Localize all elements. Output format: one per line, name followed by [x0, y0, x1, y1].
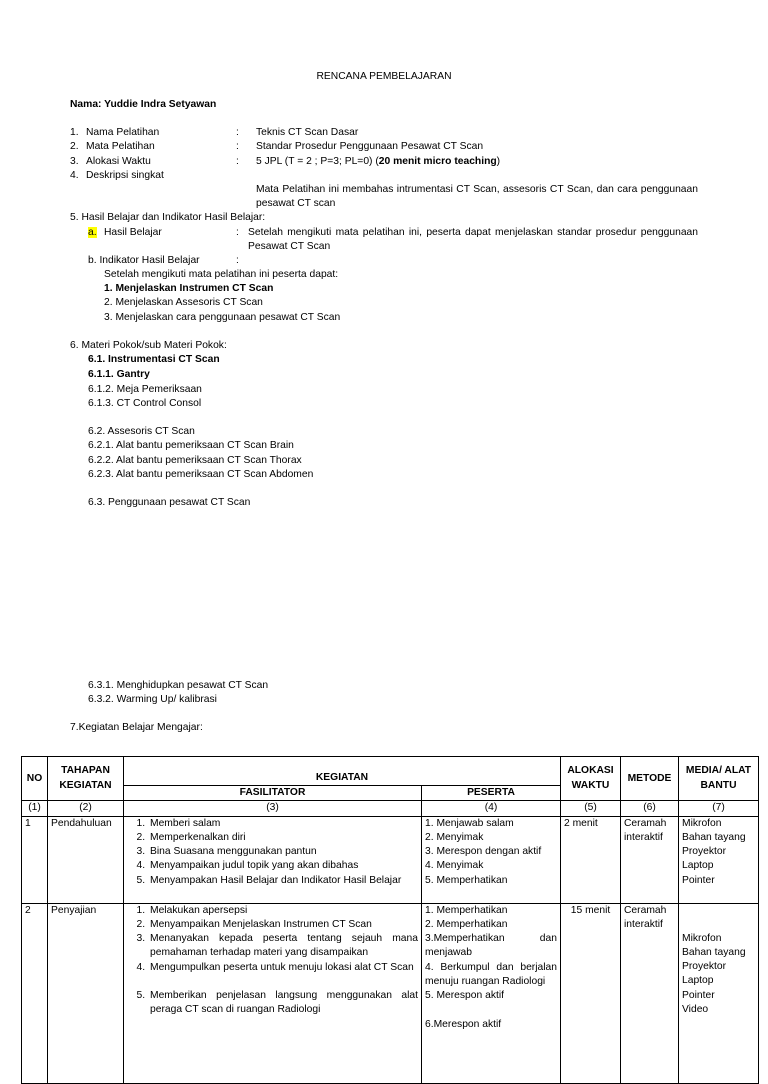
list-item: Bahan tayang [682, 831, 746, 843]
col-num-2: (2) [48, 801, 124, 816]
sub-6-2-2: 6.2.2. Alat bantu pemeriksaan CT Scan Thorax [88, 455, 302, 466]
row-no: 1 [22, 816, 48, 903]
list-item: 4. Menyampaikan judul topik yang akan dibahas [148, 859, 418, 873]
list-item: 5. Memberikan penjelasan langsung menggunakan alat peraga CT scan di ruangan Radiologi [148, 989, 418, 1018]
row-media [679, 903, 759, 1083]
list-item: Laptop [682, 860, 714, 872]
row-no: 2 [22, 903, 48, 1083]
row-fasilitator [124, 816, 422, 903]
col-num-6: (6) [621, 801, 679, 816]
sub-6-3-2: 6.3.2. Warming Up/ kalibrasi [88, 694, 217, 705]
activity-table [21, 756, 759, 1084]
header-no: NO [22, 757, 48, 801]
section7-heading: 7.Kegiatan Belajar Mengajar: [70, 722, 203, 733]
identity-value-bold: 20 menit micro teaching [378, 156, 497, 167]
sub-6-1: 6.1. Instrumentasi CT Scan [88, 354, 220, 365]
row-peserta [422, 903, 561, 1083]
header-fasilitator: FASILITATOR [124, 786, 422, 801]
sub-6-3-1: 6.3.1. Menghidupkan pesawat CT Scan [88, 680, 269, 691]
row-fasilitator [124, 903, 422, 1083]
list-item: Proyektor [682, 961, 727, 973]
col-num-4: (4) [422, 801, 561, 816]
identity-colon: : [236, 141, 239, 152]
section5-a-marker: a. [88, 227, 97, 238]
header-media: MEDIA/ ALAT BANTU [679, 757, 759, 801]
media-spacer [682, 904, 755, 932]
identity-label: Nama Pelatihan [86, 127, 160, 138]
header-alokasi: ALOKASI WAKTU [561, 757, 621, 801]
identity-label: Alokasi Waktu [86, 156, 151, 167]
row-peserta [422, 816, 561, 903]
sub-6-1-3: 6.1.3. CT Control Consol [88, 398, 202, 409]
col-num-3: (3) [124, 801, 422, 816]
identity-label: Deskripsi singkat [86, 170, 164, 181]
list-item: Pointer [682, 989, 715, 1001]
sub-6-1-2: 6.1.2. Meja Pemeriksaan [88, 384, 202, 395]
row-media [679, 816, 759, 903]
list-item: Proyektor [682, 846, 727, 858]
row-tahapan: Pendahuluan [48, 816, 124, 903]
list-item: 2. Menyimak [425, 831, 484, 843]
section5-a-label: Hasil Belajar [104, 227, 162, 238]
list-item: Video [682, 1004, 709, 1016]
col-num-1: (1) [22, 801, 48, 816]
sub-6-2-1: 6.2.1. Alat bantu pemeriksaan CT Scan Brain [88, 440, 294, 451]
identity-number: 4. [70, 170, 79, 181]
list-item: 2. Memperhatikan [425, 918, 508, 930]
sub-6-2-3: 6.2.3. Alat bantu pemeriksaan CT Scan Abdomen [88, 469, 314, 480]
list-item: 3. Merespon dengan aktif [425, 846, 542, 858]
section5-a-colon: : [236, 227, 239, 238]
col-num-5: (5) [561, 801, 621, 816]
identity-colon: : [236, 156, 239, 167]
list-item: Pointer [682, 874, 715, 886]
list-item: 4. Berkumpul dan berjalan menuju ruangan Radiologi [425, 961, 557, 988]
identity-number: 1. [70, 127, 79, 138]
header-metode: METODE [621, 757, 679, 801]
sub-6-3: 6.3. Penggunaan pesawat CT Scan [88, 497, 251, 508]
list-item: Mikrofon [682, 817, 722, 829]
identity-colon: : [236, 127, 239, 138]
identity-value-end: ) [496, 156, 501, 167]
row-tahapan: Penyajian [48, 903, 124, 1083]
identity-value [256, 155, 500, 169]
table-row [22, 816, 759, 903]
sub-6-2: 6.2. Assesoris CT Scan [88, 426, 195, 437]
document-title: RENCANA PEMBELAJARAN [316, 71, 452, 82]
list-item: 1. Memperhatikan [425, 904, 508, 916]
row-alokasi: 2 menit [561, 816, 621, 903]
list-item: Mikrofon [682, 932, 722, 944]
list-item: 3.Memperhatikan dan menjawab [425, 933, 557, 959]
fasilitator-list [127, 904, 418, 1018]
list-item: 1. Memberi salam [148, 817, 418, 831]
identity-value-text: Teknis CT Scan Dasar [256, 127, 359, 138]
identity-value [256, 140, 483, 154]
list-item: 3. Menanyakan kepada peserta tentang sejauh mana pemahaman terhadap materi yang disampaikan [148, 932, 418, 961]
col-num-7: (7) [679, 801, 759, 816]
section6-heading: 6. Materi Pokok/sub Materi Pokok: [70, 340, 227, 351]
indicator-1: 1. Menjelaskan Instrumen CT Scan [104, 283, 274, 294]
identity-value-text: Standar Prosedur Penggunaan Pesawat CT Scan [256, 141, 484, 152]
list-item: Bahan tayang [682, 946, 746, 958]
row-alokasi: 15 menit [561, 903, 621, 1083]
header-kegiatan: KEGIATAN [124, 757, 561, 786]
list-item: 4. Mengumpulkan peserta untuk menuju lokasi alat CT Scan [148, 961, 418, 975]
list-item: 5. Memperhatikan [425, 874, 508, 886]
identity-value-text: 5 JPL (T = 2 ; P=3; PL=0) ( [256, 156, 379, 167]
header-peserta: PESERTA [422, 786, 561, 801]
section5-heading: 5. Hasil Belajar dan Indikator Hasil Belajar: [70, 212, 266, 223]
list-item: 3. Bina Suasana menggunakan pantun [148, 845, 418, 859]
identity-value [256, 126, 358, 140]
list-item: 2. Menyampaikan Menjelaskan Instrumen CT Scan [148, 918, 418, 932]
list-item: 6.Merespon aktif [425, 1018, 502, 1030]
list-item: 5. Merespon aktif [425, 990, 504, 1002]
course-description: Mata Pelatihan ini membahas intrumentasi CT Scan, assesoris CT Scan, dan cara penggunaan pesawat CT scan [256, 184, 698, 210]
list-item: 1. Melakukan apersepsi [148, 904, 418, 918]
identity-label: Mata Pelatihan [86, 141, 155, 152]
header-tahapan: TAHAPAN KEGIATAN [48, 757, 124, 801]
list-item: Laptop [682, 975, 714, 987]
identity-number: 2. [70, 141, 79, 152]
table-row [22, 903, 759, 1083]
section5-b-intro: Setelah mengikuti mata pelatihan ini peserta dapat: [104, 269, 339, 280]
section5-b-label: b. Indikator Hasil Belajar [88, 255, 200, 266]
list-item: 5. Menyampakan Hasil Belajar dan Indikator Hasil Belajar [148, 874, 418, 888]
list-item: 1. Menjawab salam [425, 817, 514, 829]
row-metode: Ceramah interaktif [621, 903, 679, 1083]
list-item: 2. Memperkenalkan diri [148, 831, 418, 845]
identity-number: 3. [70, 156, 79, 167]
fasilitator-list [127, 817, 418, 888]
section5-b-colon: : [236, 255, 239, 266]
list-item: 4. Menyimak [425, 860, 484, 872]
indicator-2: 2. Menjelaskan Assesoris CT Scan [104, 297, 263, 308]
sub-6-1-1: 6.1.1. Gantry [88, 369, 150, 380]
section5-a-text: Setelah mengikuti mata pelatihan ini, peserta dapat menjelaskan standar prosedur penggunaan Pesawat CT Scan [248, 227, 698, 253]
row-metode: Ceramah interaktif [621, 816, 679, 903]
author-name: Nama: Yuddie Indra Setyawan [70, 99, 217, 110]
indicator-3: 3. Menjelaskan cara penggunaan pesawat CT Scan [104, 312, 341, 323]
